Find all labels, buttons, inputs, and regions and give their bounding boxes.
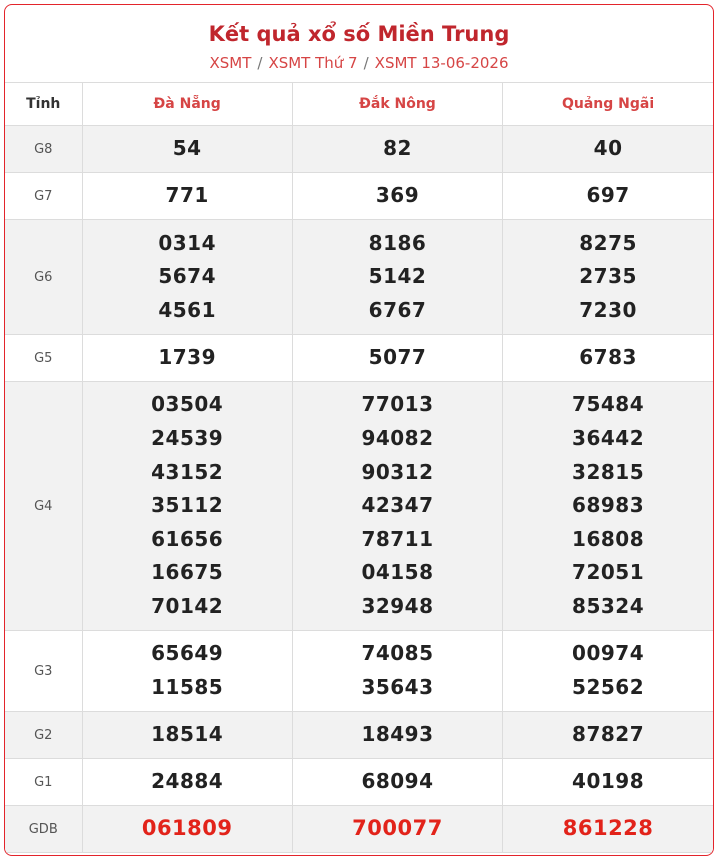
result-number: 369 [375,183,420,208]
result-number: 36442 [572,426,645,451]
result-cell [292,220,502,335]
result-number: 24539 [151,426,224,451]
result-cell [292,126,502,173]
result-cell [503,335,713,382]
result-cell [82,712,292,759]
result-number: 54 [172,136,202,161]
result-cell [503,712,713,759]
prize-row-g6 [5,220,713,335]
prize-row-g1 [5,759,713,806]
jackpot-number: 700077 [352,816,443,841]
result-number: 78711 [361,526,434,551]
result-number: 77013 [361,392,434,417]
result-number: 24884 [151,769,224,794]
prize-label: G8 [5,126,82,173]
breadcrumb-xsmt[interactable]: XSMT [209,54,252,72]
result-cell [82,126,292,173]
result-cell [503,759,713,806]
results-body [5,126,713,853]
prize-row-g5 [5,335,713,382]
result-number: 0314 [158,230,216,255]
result-number: 68983 [572,493,645,518]
result-number: 40 [593,136,623,161]
page-title: Kết quả xổ số Miền Trung [208,22,510,46]
results-table [5,83,713,853]
result-cell [503,806,713,853]
result-number: 6783 [579,345,637,370]
result-cell [503,126,713,173]
prize-label: G6 [5,220,82,335]
result-cell [82,759,292,806]
result-number: 42347 [361,493,434,518]
prize-row-g7 [5,173,713,220]
breadcrumb [5,53,713,73]
result-number: 18493 [361,722,434,747]
result-number: 87827 [572,722,645,747]
result-cell [292,712,502,759]
result-cell [82,220,292,335]
prize-label: G2 [5,712,82,759]
result-number: 75484 [572,392,645,417]
result-number: 35643 [361,675,434,699]
result-number: 52562 [572,675,645,699]
result-number: 82 [383,136,412,161]
prize-label: GDB [5,806,82,853]
result-cell [292,335,502,382]
result-number: 00974 [572,641,645,666]
prize-label: G1 [5,759,82,806]
result-number: 32948 [361,593,434,618]
prize-label: G4 [5,382,82,631]
jackpot-number: 861228 [562,816,654,841]
prize-label: G7 [5,173,82,220]
result-cell [292,806,502,853]
result-number: 1739 [158,345,216,370]
column-header-da-nang[interactable]: Đà Nẵng [82,83,292,126]
result-number: 40198 [572,769,645,794]
result-number: 5674 [158,264,216,289]
result-cell [82,173,292,220]
result-number: 03504 [151,392,224,417]
jackpot-number: 061809 [141,816,233,841]
result-cell [82,806,292,853]
prize-label: G3 [5,631,82,712]
result-number: 16808 [572,526,645,551]
breadcrumb-xsmt-thu7[interactable]: XSMT Thứ 7 [268,54,358,72]
result-number: 6767 [368,297,427,322]
result-number: 11585 [151,675,224,699]
prize-row-g4 [5,382,713,631]
result-number: 04158 [361,560,434,585]
column-header-dak-nong[interactable]: Đắk Nông [292,83,502,126]
result-number: 7230 [579,297,637,322]
result-number: 70142 [151,593,224,618]
result-number: 35112 [151,493,224,518]
table-header-row [5,83,713,126]
result-number: 61656 [151,526,224,551]
result-number: 16675 [151,560,224,585]
result-number: 18514 [151,722,224,747]
result-number: 85324 [572,593,645,618]
result-cell [292,382,502,631]
results-header [5,5,713,83]
result-number: 90312 [361,459,434,484]
result-number: 2735 [579,264,637,289]
prize-row-g3 [5,631,713,712]
result-number: 32815 [572,459,645,484]
result-number: 8275 [579,230,637,255]
result-number: 5142 [368,264,427,289]
result-cell [82,335,292,382]
prize-label: G5 [5,335,82,382]
result-number: 65649 [151,641,224,666]
column-header-quang-ngai[interactable]: Quảng Ngãi [503,83,713,126]
result-cell [292,631,502,712]
result-number: 771 [165,183,209,208]
prize-row-g2 [5,712,713,759]
result-cell [503,173,713,220]
column-header-province: Tỉnh [5,83,82,126]
result-cell [292,759,502,806]
result-cell [503,382,713,631]
result-cell [82,382,292,631]
result-number: 68094 [361,769,434,794]
result-number: 74085 [361,641,434,666]
result-cell [503,220,713,335]
results-card [4,4,714,856]
result-cell [503,631,713,712]
result-number: 5077 [368,345,427,370]
breadcrumb-xsmt-date[interactable]: XSMT 13-06-2026 [374,54,509,72]
result-number: 8186 [368,230,427,255]
result-number: 4561 [158,297,216,322]
result-number: 72051 [572,560,645,585]
prize-row-g8 [5,126,713,173]
result-number: 94082 [361,426,434,451]
result-number: 697 [586,183,630,208]
result-number: 43152 [151,459,224,484]
breadcrumb-separator: / [363,54,369,72]
breadcrumb-separator: / [257,54,263,72]
result-cell [292,173,502,220]
prize-row-gdb [5,806,713,853]
result-cell [82,631,292,712]
